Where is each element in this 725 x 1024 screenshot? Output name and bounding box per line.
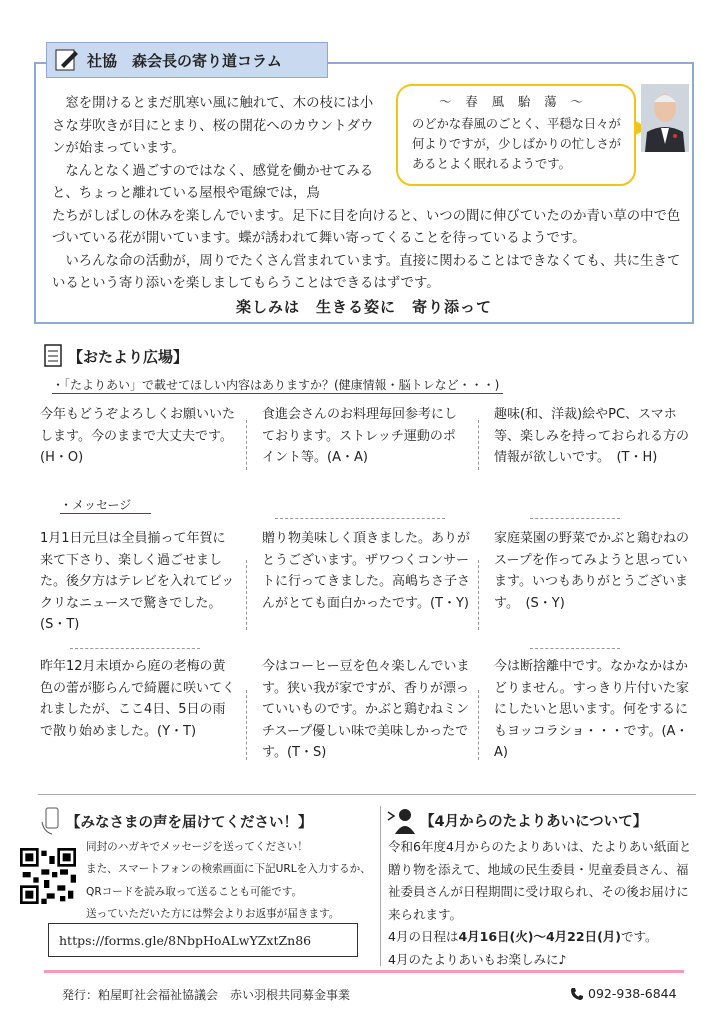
column-motto: 楽しみは 生きる姿に 寄り添って xyxy=(235,298,492,316)
voice-heading-text: 【みなさまの声を届けてください！】 xyxy=(66,814,313,831)
message-label: ・メッセージ xyxy=(60,496,151,514)
april-para-2: 4月の日程は4月16日(火)～4月22日(月)です。 xyxy=(388,929,658,944)
column-body xyxy=(52,93,684,296)
telephone-number[interactable]: 092-938-6844 xyxy=(588,986,677,1001)
voice-heading xyxy=(40,806,313,836)
column-para-2a: なんとなく過ごすのではなく、感覚を働かせてみると、ちょっと離れている屋根や電線では，鳥 xyxy=(52,163,374,201)
april-text xyxy=(388,836,694,971)
column-title xyxy=(46,42,328,78)
message-6: 今は断捨離中です。なかなかはかどりません。すっきり片付いた家にしたいと思います。何をするにもヨッコラショ・・・です。(A・A) xyxy=(494,659,690,760)
message-4: 昨年12月末頃から庭の老梅の黄色の蕾が膨らんで綺麗に咲いてくれましたが、ここ4日、5日の雨で散り始めました。(Y・T) xyxy=(40,659,236,739)
phone-hand-icon xyxy=(40,806,62,836)
bubble-text: のどかな春風のごとく、平穏な日々が何よりですが，少しばかりの忙しさがあるとよく眠れるようです。 xyxy=(412,117,622,171)
message-1: 1月1日元旦は全員揃って年賀に来て下さり、楽しく過ごせました。後夕方はテレビを入れてビックリなニュースで驚きでした。(S・T) xyxy=(40,531,235,632)
divider xyxy=(275,518,445,519)
publisher: 発行：粕屋町社会福祉協議会 赤い羽根共同募金事業 xyxy=(62,988,351,1002)
telephone xyxy=(570,986,677,1001)
answer-2: 食進会さんのお料理毎回参考にしております。ストレッチ運動のポイント等。(A・A) xyxy=(262,407,458,465)
voice-line-4: 送っていただいた方には弊会よりお返事が届きます。 xyxy=(86,908,340,921)
april-para-3: 4月のたよりあいもお楽しみに♪ xyxy=(388,951,567,967)
divider xyxy=(246,690,247,760)
telephone-icon xyxy=(570,987,584,1001)
divider xyxy=(478,420,479,470)
footer-line xyxy=(44,970,684,973)
message-2: 贈り物美味しく頂きました。ありがとうございます。ザワつくコンサートに行ってきました。高嶋ちさ子さんがとても面白かったです。(T・Y) xyxy=(262,531,471,611)
question-label: ・「たよりあい」で載せてほしい内容はありますか？(健康情報・脳トレなど・・・) xyxy=(52,376,503,394)
answer-1: 今年もどうぞよろしくお願いいたします。今のままで大丈夫です。(H・O) xyxy=(40,407,236,465)
column-title-text: 社協 森会長の寄り道コラム xyxy=(87,51,282,70)
column-divider xyxy=(380,806,381,966)
qr-code[interactable] xyxy=(20,848,76,904)
divider xyxy=(246,560,247,630)
column-para-2b: たちがしばしの休みを楽しんでいます。足下に目を向けると、いつの間に伸びていたのか青い草の中で色づいている花が開いています。蝶が誘われて舞い寄ってくることを待っているようです。 xyxy=(52,208,681,246)
otayori-heading xyxy=(44,344,188,368)
voice-text xyxy=(86,836,371,926)
divider xyxy=(530,648,620,649)
bubble-title: ～春風駘蕩～ xyxy=(439,95,597,109)
divider xyxy=(478,690,479,760)
column-para-3: いろんな命の活動が，周りでたくさん営まれています。直接に関わることはできなくても、共に生きているという寄り添いを楽しましてもらうことはできるはずです。 xyxy=(52,253,681,291)
note-icon xyxy=(44,344,64,368)
divider xyxy=(478,560,479,630)
april-heading xyxy=(386,806,647,834)
message-3: 家庭菜園の野菜でかぶと鶏むねのスープを作ってみようと思っています。いつもありがとうございます。 (S・Y) xyxy=(494,531,690,611)
section-divider xyxy=(38,794,696,795)
pen-icon xyxy=(55,47,81,73)
answer-3: 趣味(和、洋裁)絵やPC、スマホ等、楽しみを持っておられる方の情報が欲しいです。 (T・H) xyxy=(494,407,690,465)
voice-line-3: QRコードを読み取って送ることも可能です。 xyxy=(86,885,303,898)
april-para-1: 令和6年度4月からのたよりあいは、たよりあい紙面と贈り物を添えて、地域の民生委員・児童委員さん、福祉委員さんが日程期間に受け取られ、その後お届けに来られます。 xyxy=(388,839,692,922)
message-5: 今はコーヒー豆を色々楽しんでいます。狭い我が家ですが、香りが漂っていいものです。かぶと鶏むねミンチスープ優しい味で美味しかったです。(T・S) xyxy=(262,659,470,760)
column-para-1: 窓を開けるとまだ肌寒い風に触れて、木の枝には小さな芽吹きが目にとまり、桜の開花へのカウントダウンが始まっています。 xyxy=(52,96,374,156)
divider xyxy=(530,518,620,519)
person-icon xyxy=(386,806,416,834)
voice-line-2: また、スマートフォンの検索画面に下記URLを入力するか、 xyxy=(86,863,371,876)
divider xyxy=(70,648,200,649)
otayori-heading-text: 【おたより広場】 xyxy=(68,347,189,366)
april-heading-text: 【4月からのたよりあいについて】 xyxy=(420,813,648,830)
april-dates: 4月16日(火)～4月22日(月) xyxy=(458,929,621,944)
form-url[interactable]: https://forms.gle/8NbpHoALwYZxtZn86 xyxy=(48,923,358,957)
voice-line-1: 同封のハガキでメッセージを送ってください！ xyxy=(86,841,308,853)
divider xyxy=(246,420,247,470)
